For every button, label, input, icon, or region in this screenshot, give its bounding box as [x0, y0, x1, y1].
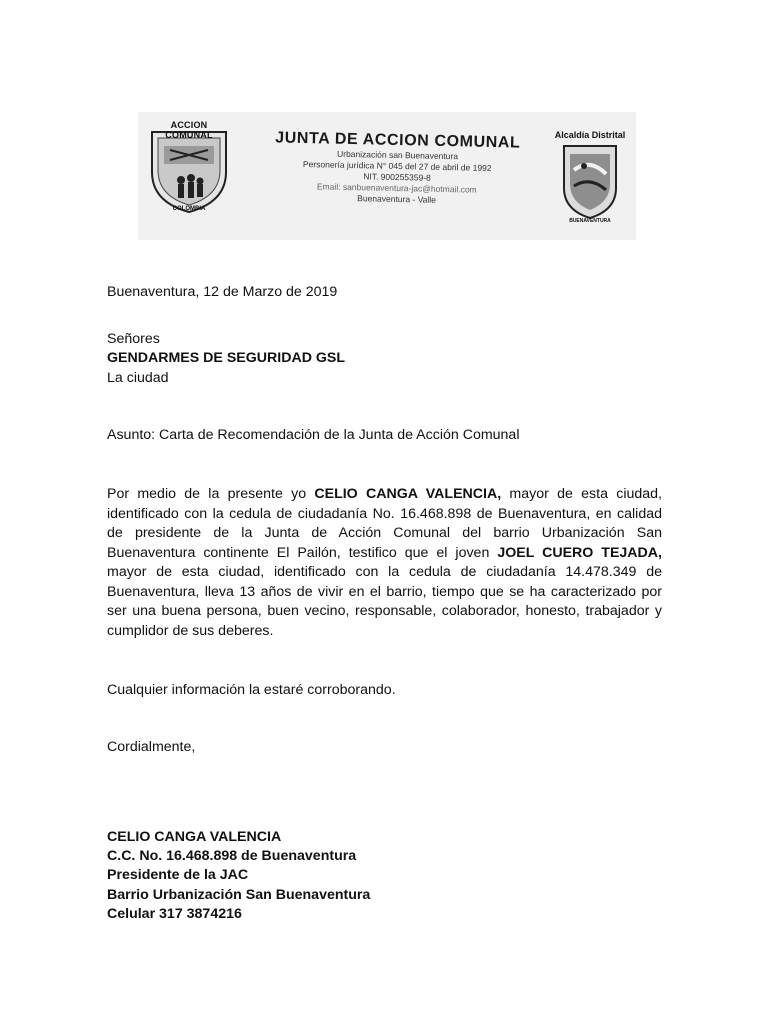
letter-date: Buenaventura, 12 de Marzo de 2019 [107, 284, 338, 300]
letterhead-subtitle: Urbanización san Buenaventura [336, 148, 459, 162]
letterhead-personeria: Personería jurídica N° 045 del 27 de abril de 1992 [302, 159, 492, 173]
coat-of-arms-icon [548, 130, 632, 230]
letterhead-title: JUNTA DE ACCION COMUNAL [275, 129, 521, 152]
body-paragraph [107, 485, 662, 641]
signature-barrio: Barrio Urbanización San Buenaventura [107, 887, 371, 903]
left-logo-caption: ACCION COMUNAL [165, 120, 213, 140]
body-text-3: mayor de esta ciudad, identificado con la cedula de ciudadanía 14.478.349 de Buenaventura, lleva 13 años de vivir en el barrio, tiempo que se ha caracterizado por ser una buena persona, buen vecino, responsable, colaborador, honesto, trabajador y cumplidor de sus deberes. [107, 564, 662, 639]
letterhead-location: Buenaventura - Valle [357, 193, 437, 205]
letterhead-text [257, 129, 538, 208]
accion-comunal-logo [148, 120, 230, 216]
recipient-city: La ciudad [107, 370, 169, 386]
signature-name: CELIO CANGA VALENCIA [107, 829, 282, 845]
signature-phone: Celular 317 3874216 [107, 906, 242, 922]
signature-role: Presidente de la JAC [107, 867, 249, 883]
body-name-2: JOEL CUERO TEJADA, [497, 544, 662, 561]
closing: Cordialmente, [107, 739, 196, 755]
right-logo-subcaption: BUENAVENTURA [569, 218, 611, 224]
body-text-2: mayor de esta ciudad, identificado con la cedula de ciudadanía No. 16.468.898 de Buenaventura, en calidad de presidente de la Junta de Acción Comunal del barrio Urbanización San Buenaventura continente El Pailón, testifico que el joven [107, 486, 662, 561]
signature-id: C.C. No. 16.468.898 de Buenaventura [107, 848, 357, 864]
info-line: Cualquier información la estaré corroborando. [107, 682, 396, 698]
left-logo-subcaption: COLOMBIA [172, 206, 206, 212]
recipient: GENDARMES DE SEGURIDAD GSL [107, 350, 346, 366]
right-logo-caption: Alcaldía Distrital [554, 130, 626, 140]
body-name-1: CELIO CANGA VALENCIA, [314, 486, 502, 502]
subject-line: Asunto: Carta de Recomendación de la Junta de Acción Comunal [107, 427, 520, 443]
body-text-1: Por medio de la presente yo [107, 486, 315, 502]
salutation: Señores [107, 331, 160, 347]
letterhead-email: Email: sanbuenaventura-jac@hotmail.com [316, 181, 477, 195]
letterhead [138, 112, 636, 240]
letterhead-nit: NIT. 900255359-8 [363, 171, 431, 183]
alcaldia-logo [548, 130, 632, 230]
